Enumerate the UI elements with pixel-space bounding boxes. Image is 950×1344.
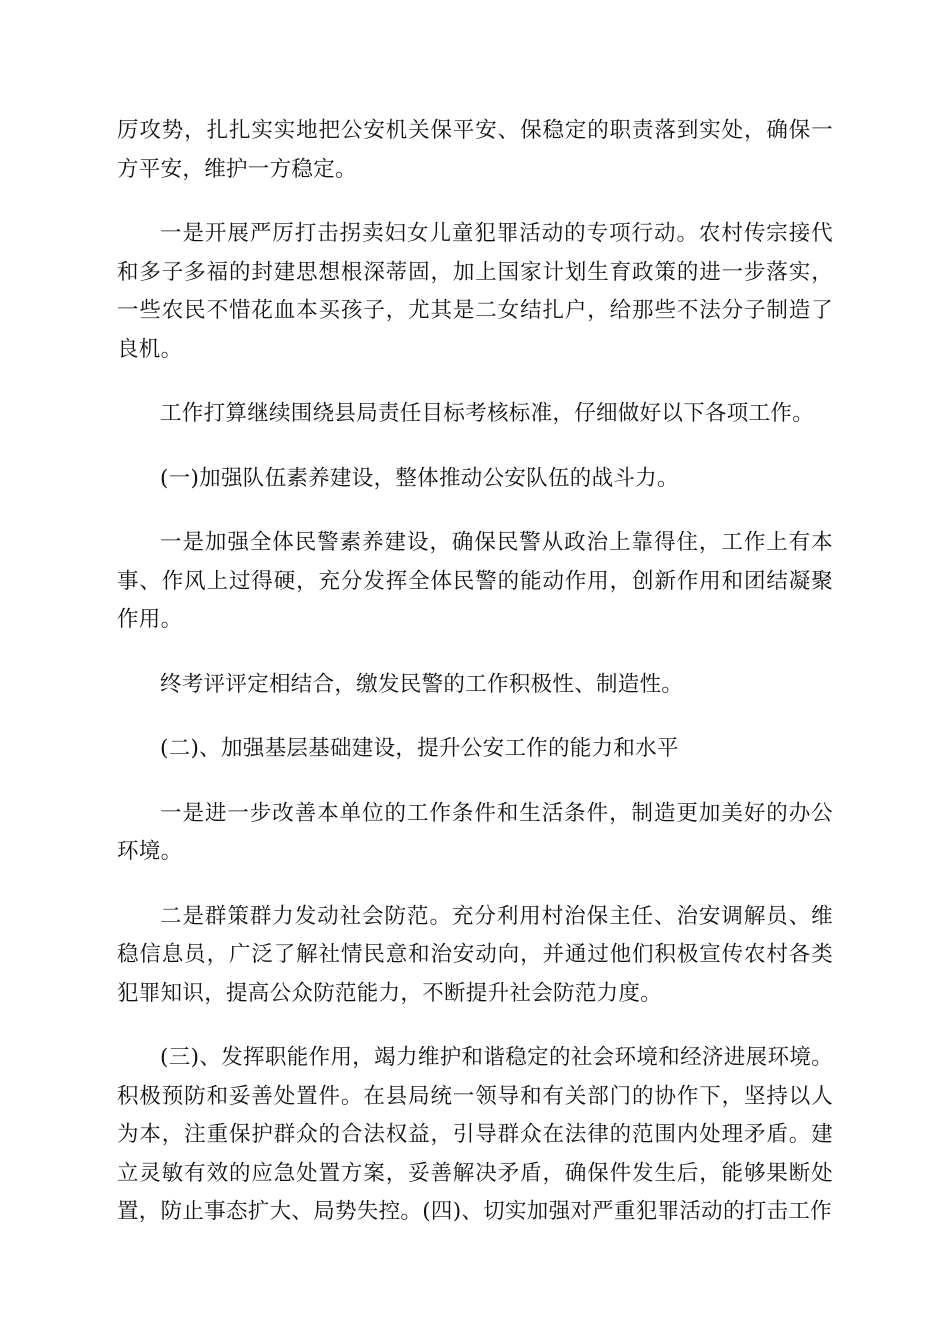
paragraph-1: 厉攻势，扎扎实实地把公安机关保平安、保稳定的职责落到实处，确保一方平安，维护一方稳定。 [117, 118, 833, 182]
paragraph-7: 二是群策群力发动社会防范。充分利用村治保主任、治安调解员、维稳信息员，广泛了解社情民意和治安动向，并通过他们积极宣传农村各类犯罪知识，提高公众防范能力，不断提升社会防范力度。 [117, 903, 833, 1006]
paragraph-5: 终考评评定相结合，缴发民警的工作积极性、制造性。 [160, 671, 684, 697]
paragraph-8: (三)、发挥职能作用，竭力维护和谐稳定的社会环境和经济进展环境。积极预防和妥善处置件。在县局统一领导和有关部门的协作下，坚持以人为本，注重保护群众的合法权益，引导群众在法律的范围内处理矛盾。建立灵敏有效的应急处置方案，妥善解决矛盾，确保件发生后，能够果断处置，防止事态扩大、局势失控。(四)、切实加强对严重犯罪活动的打击工作 [117, 1045, 833, 1224]
section-heading-2: (二)、加强基层基础建设，提升公安工作的能力和水平 [160, 736, 679, 761]
document-body [117, 112, 833, 1232]
paragraph-4: 一是加强全体民警素养建设，确保民警从政治上靠得住，工作上有本事、作风上过得硬，充分发挥全体民警的能动作用，创新作用和团结凝聚作用。 [117, 530, 833, 632]
section-heading-1: (一)加强队伍素养建设，整体推动公安队伍的战斗力。 [160, 465, 679, 491]
paragraph-3: 工作打算继续围绕县局责任目标考核标准，仔细做好以下各项工作。 [160, 401, 815, 426]
paragraph-2: 一是开展严厉打击拐卖妇女儿童犯罪活动的专项行动。农村传宗接代和多子多福的封建思想根深蒂固，加上国家计划生育政策的进一步落实，一些农民不惜花血本买孩子，尤其是二女结扎户，给那些不法分子制造了良机。 [117, 221, 833, 362]
paragraph-6: 一是进一步改善本单位的工作条件和生活条件，制造更加美好的办公环境。 [117, 800, 833, 864]
